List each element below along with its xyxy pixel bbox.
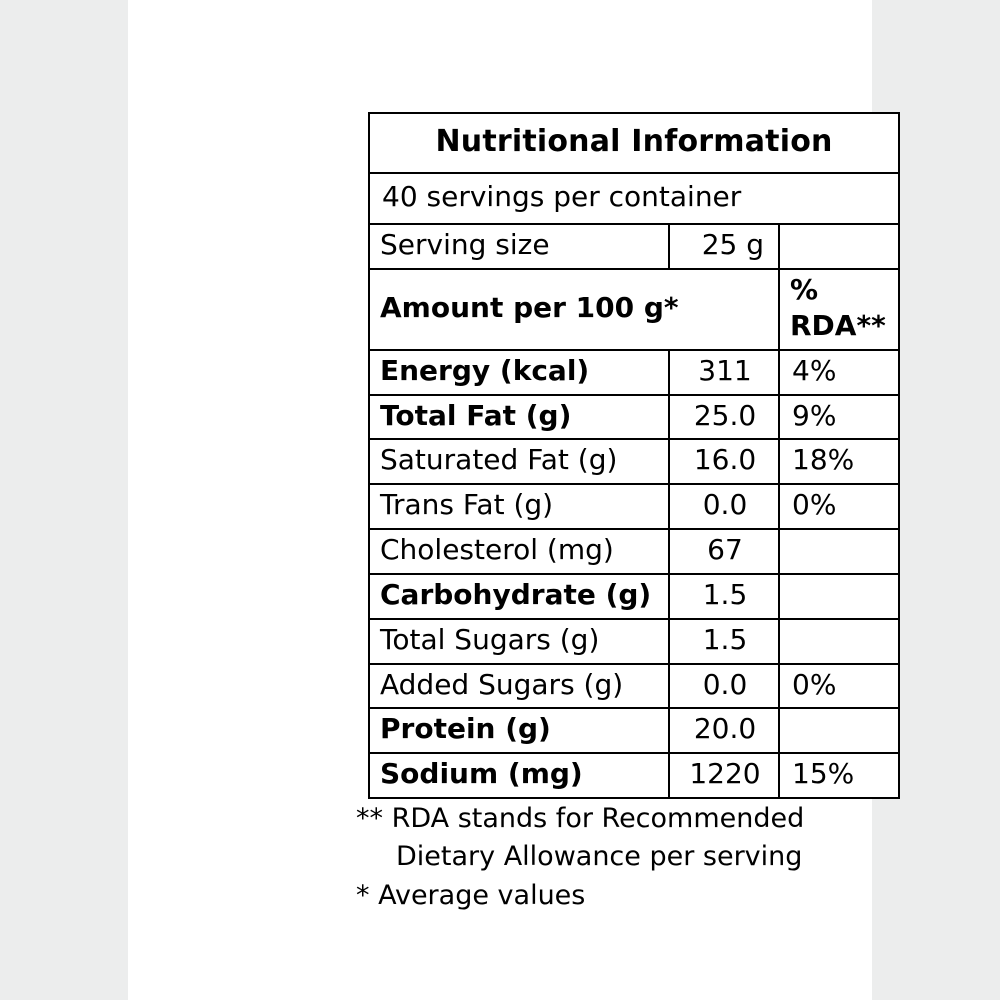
footnote-rda-line2: Dietary Allowance per serving (396, 841, 803, 873)
serving-size-empty-cell (779, 224, 899, 269)
nutrient-value: 20.0 (669, 708, 779, 753)
nutrient-rda: 4% (779, 350, 899, 395)
amount-header-row (369, 269, 899, 350)
nutrient-name: Energy (kcal) (369, 350, 669, 395)
table-row (369, 395, 899, 440)
nutrient-value: 25.0 (669, 395, 779, 440)
nutrient-rda (779, 708, 899, 753)
nutrient-value: 16.0 (669, 439, 779, 484)
table-row (369, 708, 899, 753)
nutrient-value: 311 (669, 350, 779, 395)
serving-size-row (369, 224, 899, 269)
nutrient-rda: 0% (779, 664, 899, 709)
nutrient-name: Saturated Fat (g) (369, 439, 669, 484)
nutrient-name: Total Sugars (g) (369, 619, 669, 664)
servings-per-container: 40 servings per container (369, 173, 899, 224)
nutrient-name: Trans Fat (g) (369, 484, 669, 529)
nutrient-rda: 18% (779, 439, 899, 484)
nutrient-name: Carbohydrate (g) (369, 574, 669, 619)
serving-size-label: Serving size (369, 224, 669, 269)
footnote-rda-line1: ** RDA stands for Recommended (356, 803, 805, 834)
table-row (369, 664, 899, 709)
nutrient-rda (779, 574, 899, 619)
nutrient-name: Added Sugars (g) (369, 664, 669, 709)
nutrition-table-body (369, 113, 899, 798)
nutrient-rda (779, 619, 899, 664)
nutrient-value: 0.0 (669, 664, 779, 709)
nutrient-rda: 15% (779, 753, 899, 798)
nutrition-table (368, 112, 900, 799)
nutrient-name: Total Fat (g) (369, 395, 669, 440)
nutrient-name: Sodium (mg) (369, 753, 669, 798)
footnote-average-values: * Average values (356, 879, 586, 911)
table-row (369, 484, 899, 529)
nutrient-rda (779, 529, 899, 574)
nutrition-label (368, 112, 898, 799)
amount-per-header: Amount per 100 g* (369, 269, 779, 350)
nutrient-value: 0.0 (669, 484, 779, 529)
rda-header: % RDA** (779, 269, 899, 350)
nutrient-name: Cholesterol (mg) (369, 529, 669, 574)
serving-size-value: 25 g (669, 224, 779, 269)
nutrient-value: 1.5 (669, 574, 779, 619)
table-row (369, 350, 899, 395)
nutrient-name: Protein (g) (369, 708, 669, 753)
table-row (369, 439, 899, 484)
nutrient-rda: 0% (779, 484, 899, 529)
footnotes (356, 800, 916, 915)
title-row (369, 113, 899, 173)
servings-row (369, 173, 899, 224)
table-row (369, 619, 899, 664)
table-row (369, 529, 899, 574)
label-title: Nutritional Information (369, 113, 899, 173)
table-row (369, 753, 899, 798)
table-row (369, 574, 899, 619)
nutrient-value: 1.5 (669, 619, 779, 664)
nutrient-value: 67 (669, 529, 779, 574)
nutrient-rda: 9% (779, 395, 899, 440)
nutrient-value: 1220 (669, 753, 779, 798)
label-panel (128, 0, 886, 1000)
